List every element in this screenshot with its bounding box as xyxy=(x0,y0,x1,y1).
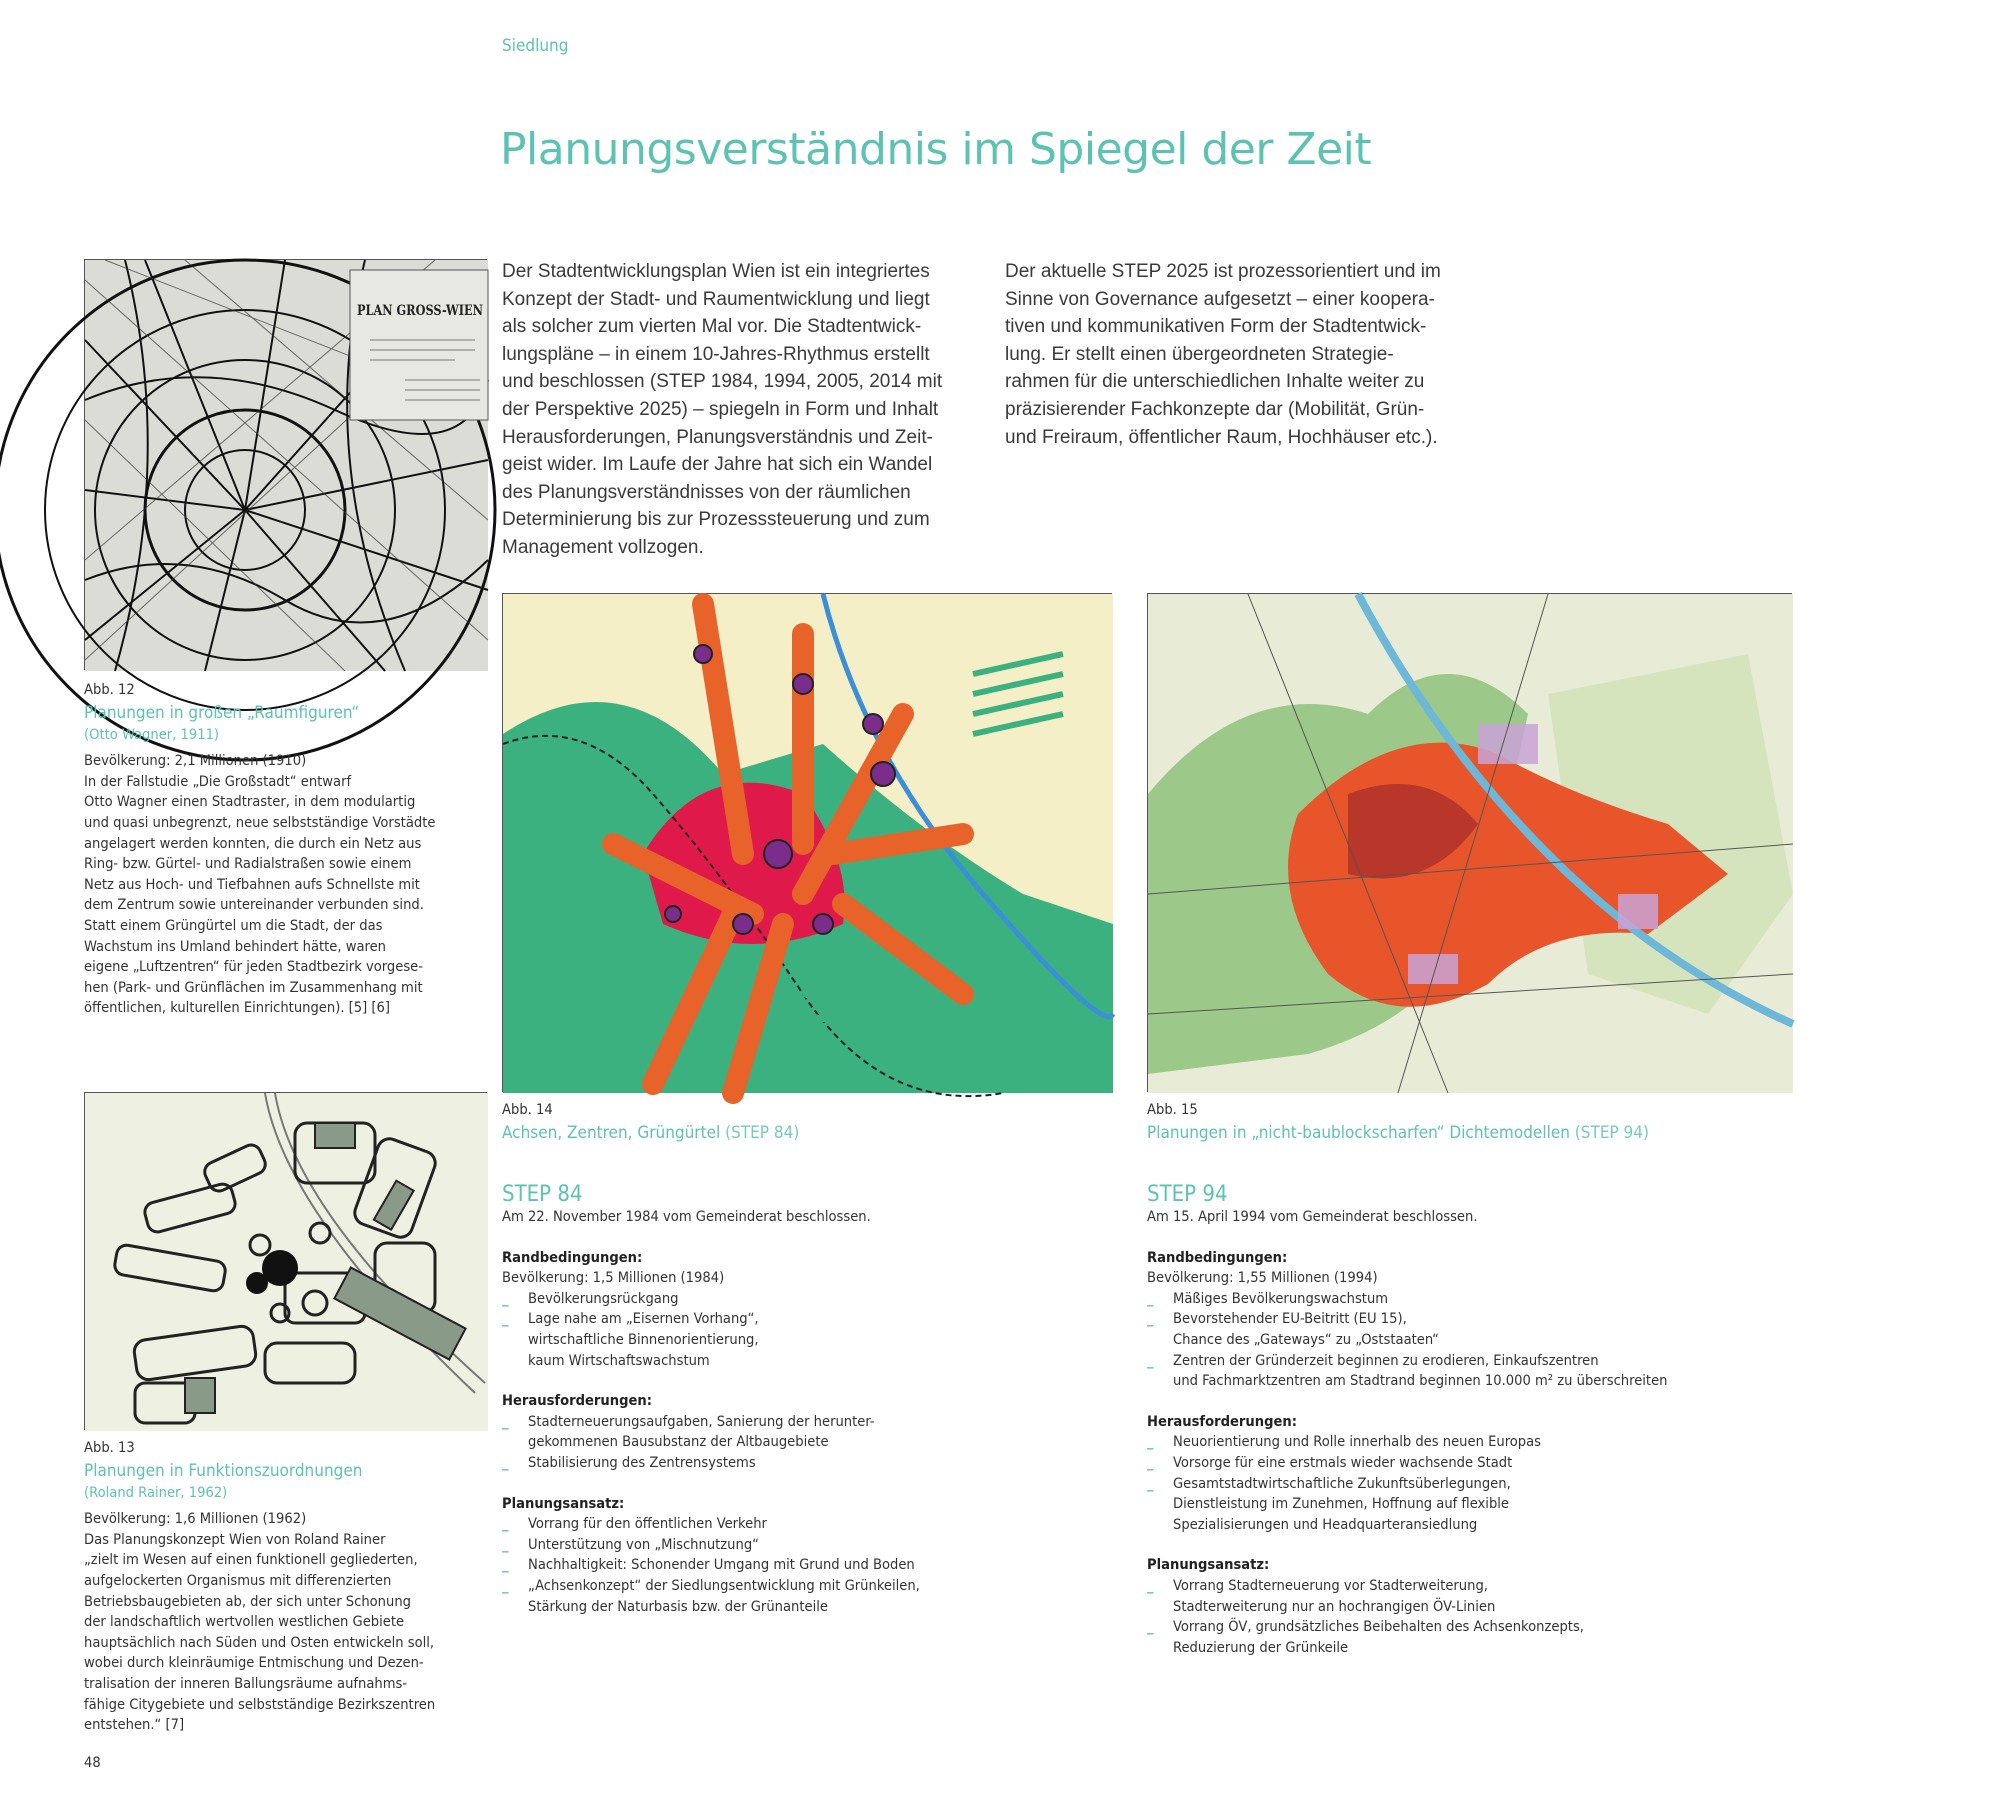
figure-otto-wagner-plan xyxy=(84,259,487,670)
step84-ansatz-label: Planungsansatz: xyxy=(502,1494,625,1512)
step84-heading: STEP 84 xyxy=(502,1182,583,1207)
list-item: _ Stabilisierung des Zentrensystems xyxy=(502,1453,1122,1474)
intro-text-1: Der Stadtentwicklungsplan Wien ist ein integriertes Konzept der Stadt- und Raumentwicklung und liegt als solcher zum vierten Mal vor. Die Stadtentwick- lungspläne – in einem 10-Jahres-Rhythmus erstellt und beschlossen (STEP 1984, 1994, 2005, 2014 mit der Perspektive 2025) – spiegeln in Form und Inhalt Herausforderungen, Planungsverständnis und Zeit- geist wider. Im Laufe der Jahre hat sich ein Wandel des Planungsverständnisses von der räumlichen Determinierung bis zur Prozesssteuerung und zum Management vollzogen. xyxy=(502,261,943,558)
figure-subtitle: (Roland Rainer, 1962) xyxy=(84,1483,228,1501)
step94-heraus-label: Herausforderungen: xyxy=(1147,1412,1297,1430)
step84-section xyxy=(502,1183,1122,1617)
figure-description: Bevölkerung: 1,6 Millionen (1962) Das Planungskonzept Wien von Roland Rainer „zielt im Wesen auf einen funktionell gegliederten, aufgelockerten Organismus mit differenzierten Betriebsbaugebieten ab, der sich unter Schonung der landschaftlich wertvollen westlichen Gebiete hauptsächlich nach Süden und Osten entwickeln soll, wobei durch kleinräumige Entmischung und Dezen- tralisation der inneren Ballungsräume aufnahms- fähige Citygebiete und selbstständige Bezirkszentren entstehen.“ [7] xyxy=(84,1510,436,1734)
list-item: _ Stadterneuerungsaufgaben, Sanierung der herunter- gekommenen Bausubstanz der Altbaugebiete xyxy=(502,1412,1122,1453)
step94-population: Bevölkerung: 1,55 Millionen (1994) xyxy=(1147,1269,1378,1287)
list-item: _ Gesamtstadtwirtschaftliche Zukunftsüberlegungen, Dienstleistung im Zunehmen, Hoffnung auf flexible Spezialisierungen und Headquarteransiedlung xyxy=(1147,1474,1907,1536)
step94-rand-label: Randbedingungen: xyxy=(1147,1248,1288,1266)
figure-13-caption xyxy=(84,1438,494,1736)
step94-heraus-list xyxy=(1147,1432,1907,1535)
figure-title: Planungen in Funktionszuordnungen xyxy=(84,1460,363,1481)
step94-ansatz-label: Planungsansatz: xyxy=(1147,1556,1270,1574)
section-label: Siedlung xyxy=(502,36,569,56)
figure-number: Abb. 13 xyxy=(84,1439,135,1456)
list-item: _ Mäßiges Bevölkerungswachstum xyxy=(1147,1289,1907,1310)
list-item: _ „Achsenkonzept“ der Siedlungsentwicklung mit Grünkeilen, Stärkung der Naturbasis bzw. der Grünanteile xyxy=(502,1576,1122,1617)
figure-title: Planungen in großen „Raumfiguren“ xyxy=(84,702,360,723)
step84-rand-list xyxy=(502,1289,1122,1371)
intro-column-1 xyxy=(502,258,982,562)
figure-subtitle: (Otto Wagner, 1911) xyxy=(84,725,220,743)
figure-title: Achsen, Zentren, Grüngürtel xyxy=(502,1122,721,1143)
figure-rainer-plan xyxy=(84,1092,487,1430)
figure-description: Bevölkerung: 2,1 Millionen (1910) In der Fallstudie „Die Großstadt“ entwarf Otto Wagner einen Stadtraster, in dem modulartig und quasi unbegrenzt, neue selbstständige Vorstädte angelagert werden konnten, die durch ein Netz aus Ring- bzw. Gürtel- und Radialstraßen sowie einem Netz aus Hoch- und Tiefbahnen aufs Schnellste mit dem Zentrum sowie untereinander verbunden sind. Statt einem Grüngürtel um die Stadt, der das Wachstum ins Umland behindert hätte, waren eigene „Luftzentren“ für jeden Stadtbezirk vorgese- hen (Park- und Grünflächen im Zusammenhang mit öffentlichen, kulturellen Einrichtungen). [5] [6] xyxy=(84,752,436,1017)
list-item: _ Vorsorge für eine erstmals wieder wachsende Stadt xyxy=(1147,1453,1907,1474)
list-item: _ Neuorientierung und Rolle innerhalb des neuen Europas xyxy=(1147,1432,1907,1453)
figure-14-caption xyxy=(502,1100,1122,1145)
list-item: _ Vorrang für den öffentlichen Verkehr xyxy=(502,1514,1122,1535)
step94-section xyxy=(1147,1183,1907,1658)
page-number: 48 xyxy=(84,1754,101,1771)
figure-subtitle: (STEP 94) xyxy=(1574,1122,1649,1143)
step94-date: Am 15. April 1994 vom Gemeinderat beschlossen. xyxy=(1147,1208,1478,1225)
map-legend-title: PLAN GROSS-WIEN xyxy=(357,303,484,319)
figure-number: Abb. 12 xyxy=(84,681,135,698)
step84-heraus-list xyxy=(502,1412,1122,1474)
list-item: _ Bevorstehender EU-Beitritt (EU 15), Chance des „Gateways“ zu „Oststaaten“ xyxy=(1147,1309,1907,1350)
list-item: _ Lage nahe am „Eisernen Vorhang“, wirtschaftliche Binnenorientierung, kaum Wirtschaftswachstum xyxy=(502,1309,1122,1371)
intro-text-2: Der aktuelle STEP 2025 ist prozessorientiert und im Sinne von Governance aufgesetzt – einer koopera- tiven und kommunikativen Form der Stadtentwick- lung. Er stellt einen übergeordneten Strategie- rahmen für die unterschiedlichen Inhalte weiter zu präzisierender Fachkonzepte dar (Mobilität, Grün- und Freiraum, öffentlicher Raum, Hochhäuser etc.). xyxy=(1005,261,1441,448)
list-item: _ Vorrang ÖV, grundsätzliches Beibehalten des Achsenkonzepts, Reduzierung der Grünkeile xyxy=(1147,1617,1907,1658)
figure-number: Abb. 15 xyxy=(1147,1101,1198,1118)
step84-ansatz-list xyxy=(502,1514,1122,1617)
figure-12-caption xyxy=(84,680,494,1019)
figure-step94-map xyxy=(1147,593,1792,1092)
list-item: _ Vorrang Stadterneuerung vor Stadterweiterung, Stadterweiterung nur an hochrangigen ÖV-Linien xyxy=(1147,1576,1907,1617)
list-item: _ Zentren der Gründerzeit beginnen zu erodieren, Einkaufszentren und Fachmarktzentren am Stadtrand beginnen 10.000 m² zu überschreiten xyxy=(1147,1351,1907,1392)
list-item: _ Nachhaltigkeit: Schonender Umgang mit Grund und Boden xyxy=(502,1555,1122,1576)
step94-ansatz-list xyxy=(1147,1576,1907,1658)
step84-rand-label: Randbedingungen: xyxy=(502,1248,643,1266)
page-title: Planungsverständnis im Spiegel der Zeit xyxy=(500,124,1372,175)
intro-column-2 xyxy=(1005,258,1485,451)
step84-heraus-label: Herausforderungen: xyxy=(502,1392,652,1410)
step84-population: Bevölkerung: 1,5 Millionen (1984) xyxy=(502,1269,725,1287)
figure-subtitle: (STEP 84) xyxy=(725,1122,800,1143)
figure-number: Abb. 14 xyxy=(502,1101,553,1118)
figure-title: Planungen in „nicht-baublockscharfen“ Dichtemodellen xyxy=(1147,1122,1570,1143)
step94-heading: STEP 94 xyxy=(1147,1182,1228,1207)
list-item: _ Unterstützung von „Mischnutzung“ xyxy=(502,1535,1122,1556)
figure-step84-map xyxy=(502,593,1112,1092)
step84-date: Am 22. November 1984 vom Gemeinderat beschlossen. xyxy=(502,1208,871,1225)
list-item: _ Bevölkerungsrückgang xyxy=(502,1289,1122,1310)
figure-15-caption xyxy=(1147,1100,1947,1145)
step94-rand-list xyxy=(1147,1289,1907,1392)
